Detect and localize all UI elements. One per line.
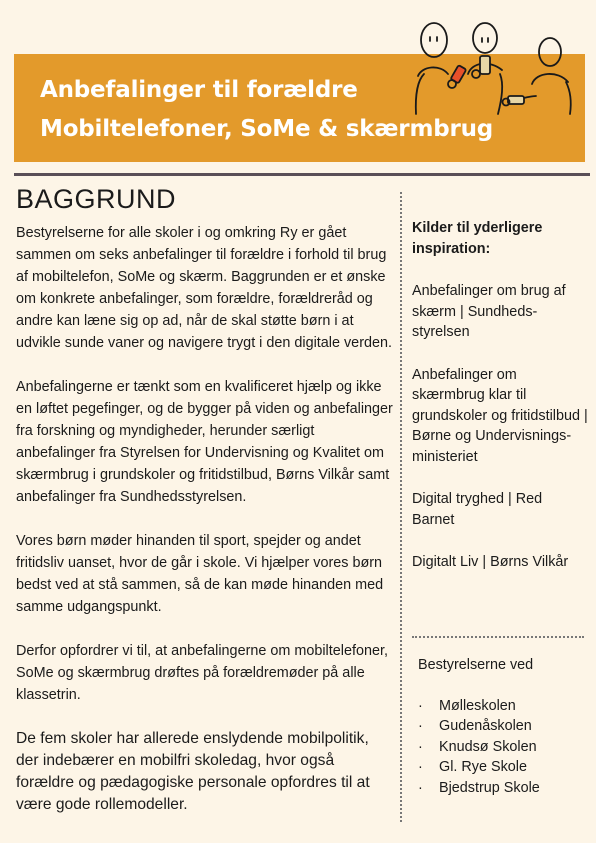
source-item: Anbefalinger om brug af skærm | Sundheds-styrelsen [412, 283, 566, 340]
bullet-icon: · [418, 697, 423, 714]
school-item [418, 778, 588, 799]
source-item: Anbefalinger om skærmbrug klar til grundskoler og fritidstilbud | Børne og Undervisnings-ministeriet [412, 366, 588, 465]
paragraph-call-to-action: Derfor opfordrer vi til, at anbefalingerne om mobiltelefoner, SoMe og skærmbrug drøftes på forældremøder på alle klassetrin. [16, 643, 388, 703]
main-column [16, 222, 394, 816]
section-heading: BAGGRUND [16, 184, 177, 214]
boards-list [418, 655, 588, 798]
school-item [418, 737, 588, 758]
sidebar-divider [412, 636, 584, 638]
school-name: Mølleskolen [439, 697, 516, 714]
school-name: Bjedstrup Skole [439, 779, 540, 796]
people-with-phones-illustration [410, 14, 586, 116]
bullet-icon: · [418, 779, 423, 796]
bullet-icon: · [418, 718, 423, 734]
paragraph-background: Bestyrelserne for alle skoler i og omkring Ry er gået sammen om seks anbefalinger til forældre i forhold til brug af mobiltelefon, SoMe og skærm. Baggrunden er et ønske om konkrete anbefalinger, som forældre, forældreråd og andre kan læne sig op ad, når de skal støtte børn i at udvikle sunde vaner og navigere trygt i den digitale verden. [16, 225, 392, 351]
source-item: Digitalt Liv | Børns Vilkår [412, 554, 569, 570]
source-item: Digital tryghed | Red Barnet [412, 491, 543, 528]
school-item [418, 716, 588, 737]
bullet-icon: · [418, 738, 423, 755]
bullet-icon: · [418, 759, 423, 775]
paragraph-children: Vores børn møder hinanden til sport, spejder og andet fritidsliv uanset, hvor de går i skole. Vi hjælper vores børn bedst ved at stå sammen, så de kan møde hinanden med samme udgangspunkt. [16, 533, 384, 615]
banner-title-line-2: Mobiltelefoner, SoMe & skærmbrug [40, 116, 494, 142]
banner-title-line-1: Anbefalinger til forældre [40, 77, 358, 103]
sources-heading: Kilder til yderligere inspiration: [412, 220, 543, 257]
sources-sidebar [412, 218, 588, 595]
header-divider [14, 173, 590, 176]
column-divider [400, 192, 402, 822]
paragraph-recommendations: Anbefalingerne er tænkt som en kvalificeret hjælp og ikke en løftet pegefinger, og de bygger på viden og anbefalinger fra forskning og myndigheder, herunder særligt anbefalinger fra Styrelsen for Undervisning og Kvalitet om skærmbrug i grundskoler og fritidstilbud, Børns Vilkår samt anbefalinger fra Sundhedsstyrelsen. [16, 379, 393, 505]
school-name: Gl. Rye Skole [439, 759, 527, 775]
school-name: Gudenåskolen [439, 718, 532, 734]
school-list [418, 696, 588, 799]
school-item [418, 696, 588, 717]
boards-heading: Bestyrelserne ved [418, 657, 534, 673]
school-name: Knudsø Skolen [439, 738, 537, 755]
paragraph-mobile-policy: De fem skoler har allerede enslydende mobilpolitik, der indebærer en mobilfri skoledag, hvor også forældre og pædagogiske personale opfordres til at være gode rollemodeller. [16, 730, 370, 813]
school-item [418, 757, 588, 778]
